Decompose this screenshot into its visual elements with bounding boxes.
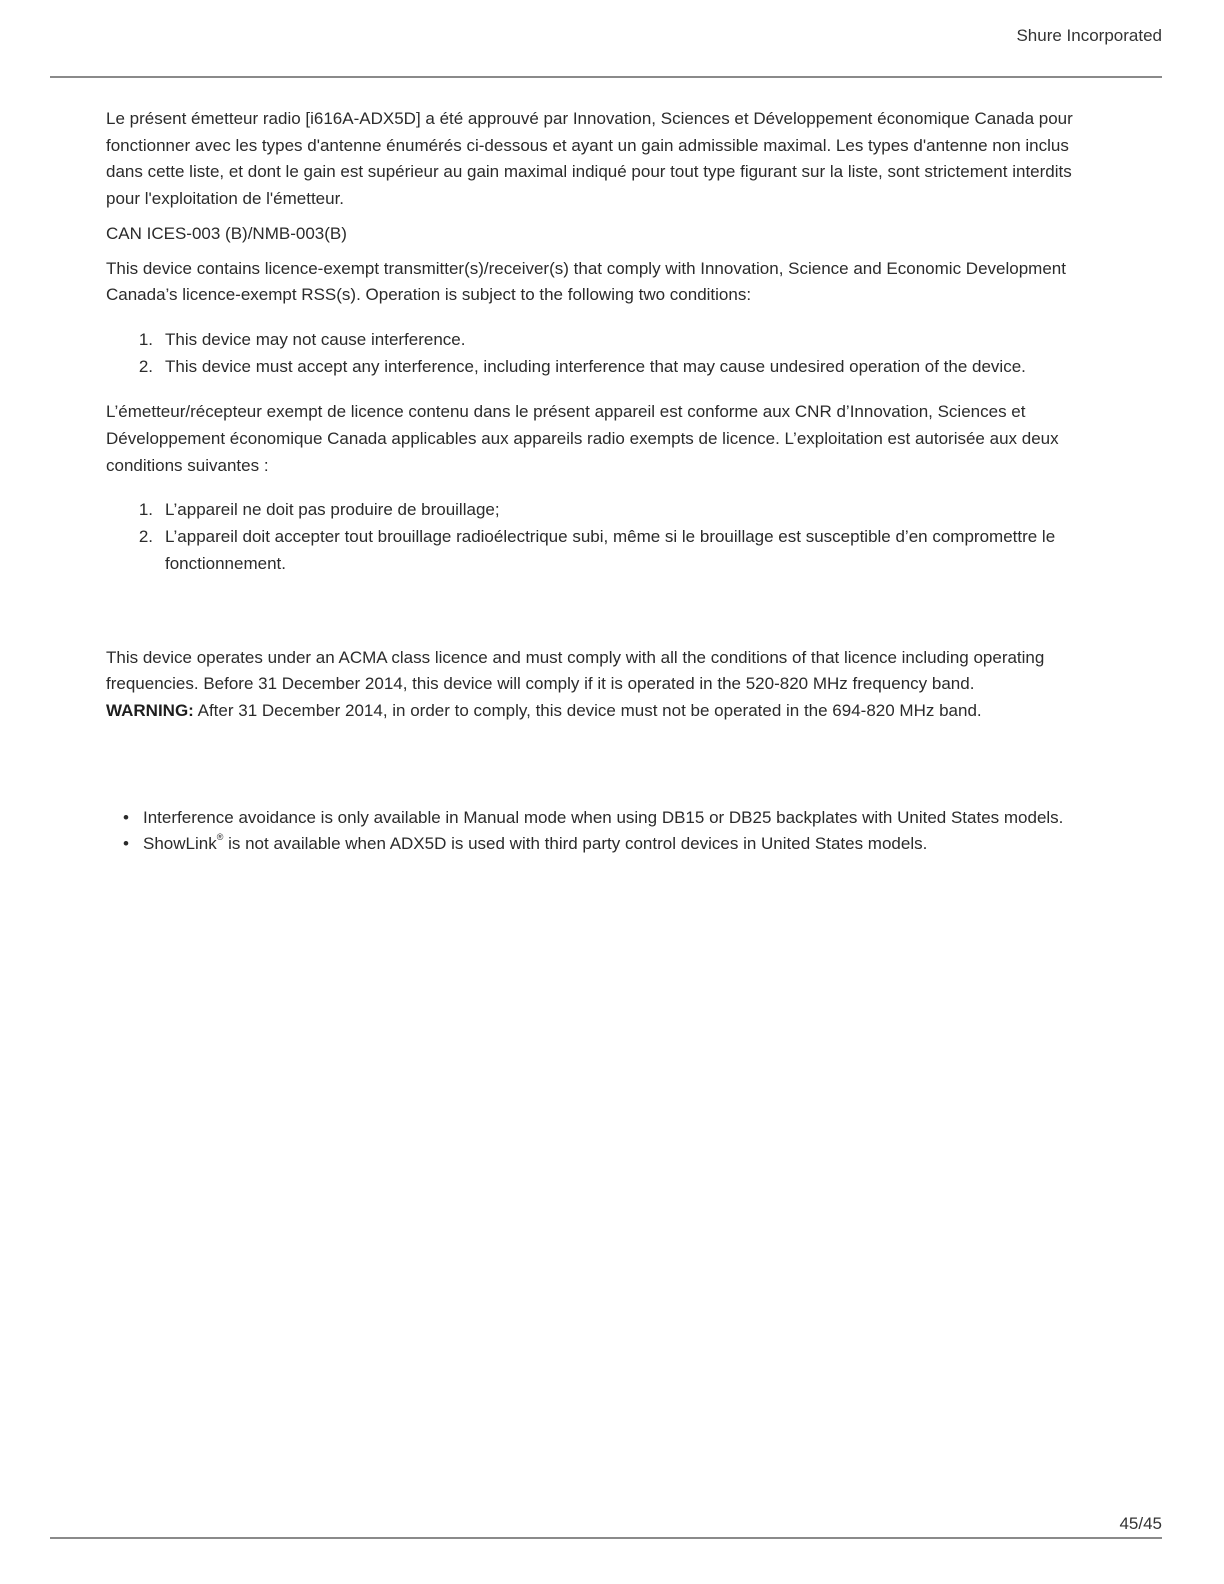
notes-list: [106, 805, 1106, 858]
warning-label: WARNING:: [106, 700, 194, 720]
warning-text: After 31 December 2014, in order to comply, this device must not be operated in the 694-820 MHz band.: [193, 700, 982, 720]
ices-compliance-line: CAN ICES-003 (B)/NMB-003(B): [106, 223, 347, 243]
registered-mark: ®: [216, 832, 224, 843]
list-item-number: 1.: [138, 329, 153, 349]
english-conditions-list: [106, 327, 1106, 380]
english-licence-paragraph: This device contains licence-exempt transmitter(s)/receiver(s) that comply with Innovation, Science and Economic Development Canada’s licence-exempt RSS(s). Operation is subject to the following two conditions:: [106, 258, 1066, 305]
list-item: [106, 497, 1106, 524]
list-item-text: This device must accept any interference, including interference that may cause undesired operation of the device.: [165, 356, 1026, 376]
page-content: [106, 106, 1106, 858]
list-item-text: is not available when ADX5D is used with third party control devices in United States models.: [223, 834, 928, 854]
list-item-number: 2.: [138, 356, 153, 376]
page-number: 45/45: [1119, 1514, 1162, 1533]
showlink-label: ShowLink: [143, 834, 217, 854]
header-divider: [50, 76, 1162, 78]
list-item: [106, 831, 1106, 858]
footer-divider: [50, 1537, 1162, 1539]
list-item: [106, 327, 1106, 354]
french-antenna-paragraph: Le présent émetteur radio [i616A-ADX5D] a été approuvé par Innovation, Sciences et Développement économique Canada pour fonctionner avec les types d'antenne énumérés ci-dessous et ayant un gain admissible maximal. Les types d'antenne non inclus dans cette liste, et dont le gain est supérieur au gain maximal indiqué pour tout type figurant sur la liste, sont strictement interdits pour l'exploitation de l'émetteur.: [106, 109, 1073, 209]
list-item-text: This device may not cause interference.: [165, 329, 466, 349]
french-conditions-list: [106, 497, 1106, 577]
list-item-number: 2.: [138, 527, 153, 547]
list-item-text: Interference avoidance is only available in Manual mode when using DB15 or DB25 backplates with United States models.: [143, 807, 1064, 827]
list-item-text: L’appareil doit accepter tout brouillage radioélectrique subi, même si le brouillage est susceptible d’en compromettre le fonctionnement.: [165, 527, 1056, 573]
list-item-number: 1.: [138, 500, 153, 520]
french-licence-paragraph: L’émetteur/récepteur exempt de licence contenu dans le présent appareil est conforme aux CNR d’Innovation, Sciences et Développement économique Canada applicables aux appareils radio exempts de licence. L’exploitation est autorisée aux deux conditions suivantes :: [106, 402, 1059, 475]
list-item-text: L’appareil ne doit pas produire de brouillage;: [165, 500, 500, 520]
bullet-glyph: •: [123, 807, 129, 827]
list-item: [106, 805, 1106, 832]
bullet-glyph: •: [123, 834, 129, 854]
list-item: [106, 354, 1106, 381]
list-item: [106, 524, 1106, 577]
acma-text: This device operates under an ACMA class licence and must comply with all the conditions of that licence including operating frequencies. Before 31 December 2014, this device will comply if it is operated in the 520-820 MHz frequency band.: [106, 647, 1045, 694]
header-company-name: Shure Incorporated: [1016, 26, 1162, 45]
acma-paragraph: [106, 645, 1106, 725]
